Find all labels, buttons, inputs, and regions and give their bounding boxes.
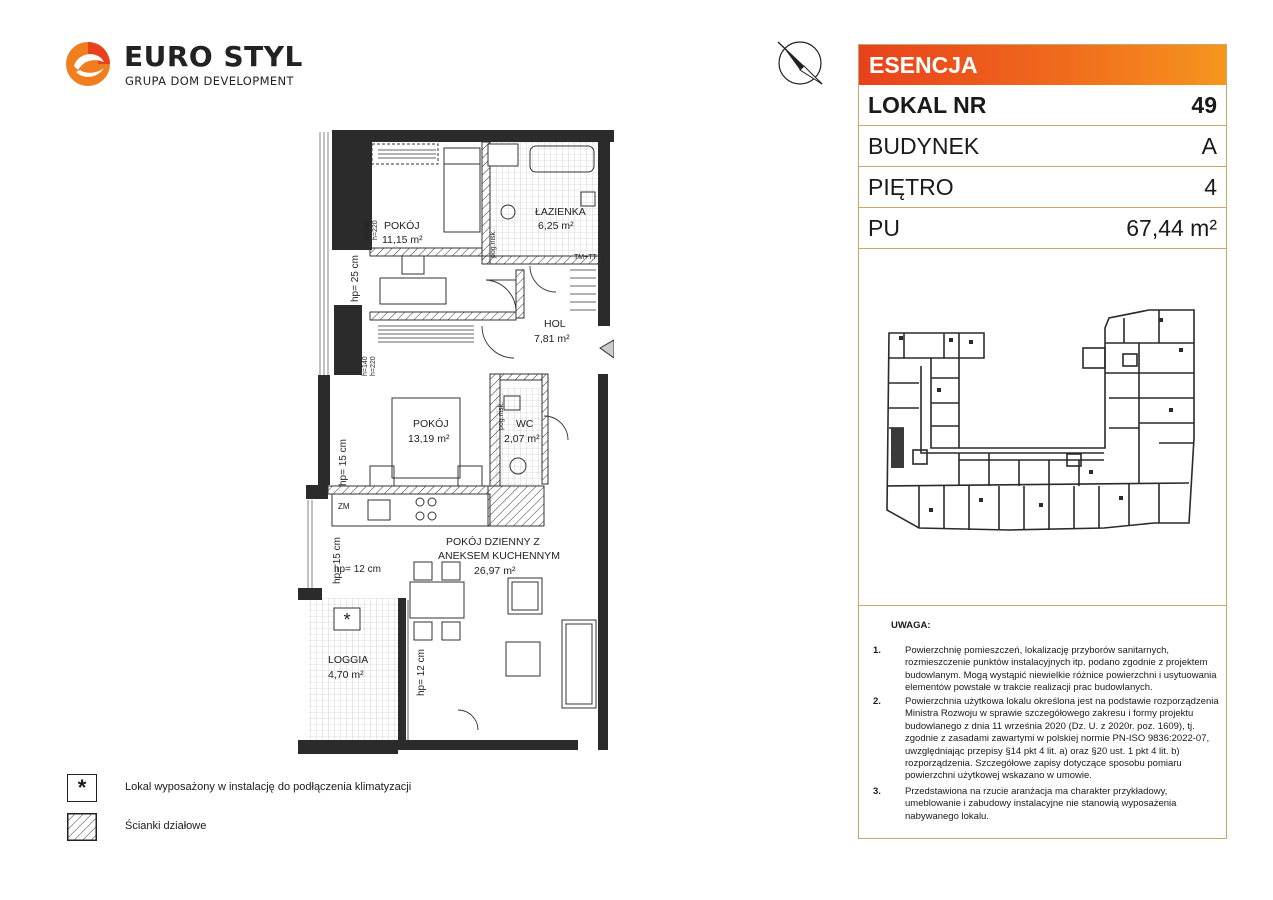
- building-key-plan: [859, 248, 1226, 606]
- ceiling-height-label: hp= 12 cm: [334, 564, 381, 575]
- ac-legend-text: Lokal wyposażony w instalację do podłączenia klimatyzacji: [125, 781, 412, 793]
- pu-row: [859, 208, 1226, 249]
- note-number: 3.: [873, 786, 881, 797]
- note-text: Powierzchnię pomieszczeń, lokalizację przyborów sanitarnych, rozmieszczenie punktów instalacyjnych itp. podano zgodnie z projektem budowlanym. Mogą wystąpić niewielkie różnice powierzchni i usytuowania elementów powstałe w trakcie realizacji prac budowlanych.: [905, 645, 1217, 694]
- low-threshold-label: pog.nisk.: [498, 401, 505, 430]
- north-arrow-icon: [774, 40, 826, 86]
- room-pokoj-1-area: 11,15 m²: [382, 234, 423, 246]
- budynek-row: [859, 126, 1226, 167]
- brand-name: EURO STYL: [124, 40, 303, 73]
- budynek-label: BUDYNEK: [868, 132, 980, 159]
- water-meter-label: ZM: [338, 502, 350, 511]
- pietro-label: PIĘTRO: [868, 173, 954, 200]
- pietro-row: [859, 167, 1226, 208]
- ac-legend-icon: *: [67, 774, 97, 802]
- window-height-label: h=140: [364, 220, 371, 240]
- apartment-floor-plan: [298, 130, 614, 754]
- note-text: Przedstawiona na rzucie aranżacja ma charakter przykładowy, umeblowanie i zabudowy instalacyjne nie stanowią wyposażenia nabywanego lokalu.: [905, 786, 1177, 822]
- lokal-label: LOKAL NR: [868, 91, 987, 118]
- window-height-label: h=220: [370, 356, 377, 376]
- ac-marker-star: *: [343, 610, 351, 630]
- budynek-value: A: [1201, 132, 1217, 159]
- lokal-value: 49: [1191, 91, 1217, 118]
- note-number: 2.: [873, 696, 881, 707]
- notes-title: UWAGA:: [891, 620, 931, 631]
- tm-tt-label: TM+TT: [574, 254, 597, 261]
- room-lazienka-area: 6,25 m²: [538, 220, 574, 232]
- room-loggia-area: 4,70 m²: [328, 669, 364, 681]
- note-text: Powierzchnia użytkowa lokalu określona jest na podstawie rozporządzenia Ministra Rozwoju w sprawie szczegółowego zakresu i formy projektu budowlanego z dnia 11 września 2020 (Dz. U. z 2020r. poz. 1609), tj. zgodnie z zasadami zawartymi w polskiej normie PN-ISO 9836:2022-07, uwzględniając przepisy §14 pkt 4 lit. a) oraz §20 ust. 1 pkt 4 lit. b) rozporządzenia. Szczegółowe zapisy dotyczące sposobu pomiaru powierzchni użytkowej wskazano w umowie.: [905, 696, 1219, 782]
- room-hol-name: HOL: [544, 318, 566, 330]
- company-logo: [64, 38, 304, 94]
- info-panel: [858, 44, 1227, 839]
- brand-subtitle: GRUPA DOM DEVELOPMENT: [125, 74, 294, 88]
- room-wc-area: 2,07 m²: [504, 433, 540, 445]
- room-hol-area: 7,81 m²: [534, 333, 570, 345]
- highlighted-apartment: [891, 428, 904, 468]
- euro-styl-logo-icon: [64, 40, 112, 88]
- pietro-value: 4: [1204, 173, 1217, 200]
- low-threshold-label: pog.nisk.: [490, 229, 497, 258]
- room-wc-name: WC: [516, 418, 534, 430]
- pu-value: 67,44 m²: [1126, 214, 1217, 241]
- window-height-label: h=140: [362, 356, 369, 376]
- key-plan-drawing: [859, 248, 1226, 605]
- note-number: 1.: [873, 645, 881, 656]
- partition-wall-legend-icon: [67, 813, 97, 841]
- ceiling-height-label: hp= 15 cm: [332, 537, 343, 584]
- room-pokoj-1-name: POKÓJ: [384, 220, 420, 232]
- ceiling-height-label: hp= 12 cm: [416, 649, 427, 696]
- room-pokoj-2-name: POKÓJ: [413, 418, 449, 430]
- window-height-label: h=220: [372, 220, 379, 240]
- lokal-row: [859, 85, 1226, 126]
- ceiling-height-label: hp= 25 cm: [350, 255, 361, 302]
- investment-name: ESENCJA: [859, 45, 1226, 85]
- room-dzienny-name-line1: POKÓJ DZIENNY Z: [446, 536, 540, 548]
- walls-legend-text: Ścianki działowe: [125, 820, 207, 832]
- ceiling-height-label: hp= 15 cm: [338, 439, 349, 486]
- room-dzienny-name-line2: ANEKSEM KUCHENNYM: [438, 550, 560, 562]
- room-lazienka-name: ŁAZIENKA: [535, 206, 586, 218]
- pu-label: PU: [868, 214, 900, 241]
- room-pokoj-2-area: 13,19 m²: [408, 433, 450, 445]
- room-dzienny-area: 26,97 m²: [474, 565, 516, 577]
- room-loggia-name: LOGGIA: [328, 654, 369, 666]
